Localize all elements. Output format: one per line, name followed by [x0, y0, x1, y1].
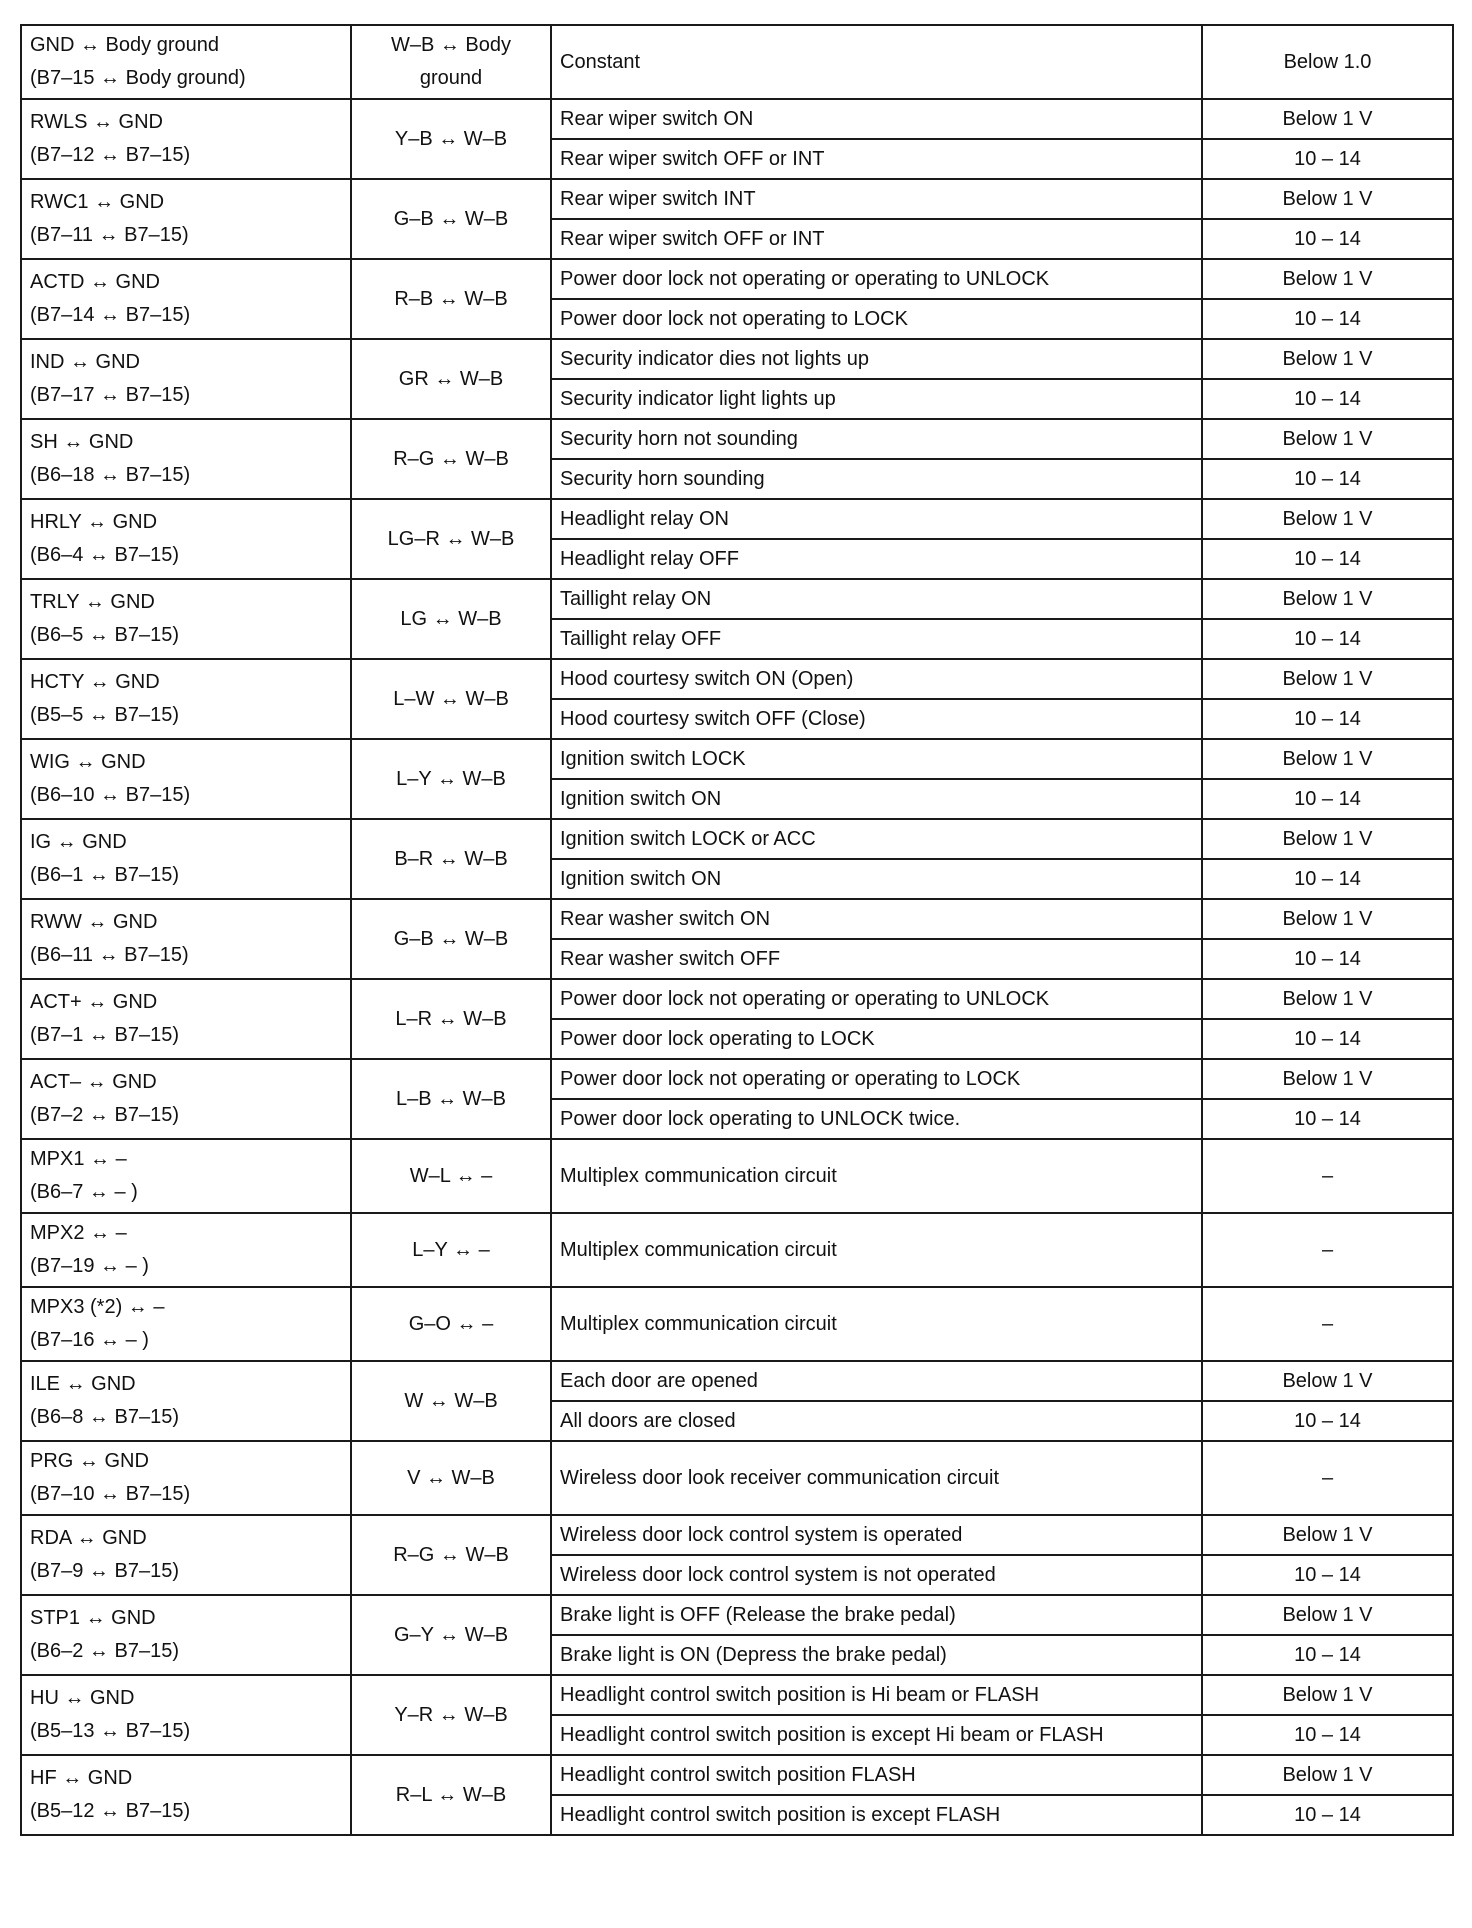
condition-cell: Wireless door lock control system is not operated: [551, 1555, 1202, 1595]
terminal-cell: [21, 25, 351, 99]
condition-cell: Power door lock not operating or operating to UNLOCK: [551, 979, 1202, 1019]
table-row: [21, 99, 1453, 139]
wiring-color-cell: B–R ↔ W–B: [351, 819, 551, 899]
terminal-name: RWLS ↔ GND: [30, 111, 163, 133]
terminal-pins: (B6–18 ↔ B7–15): [30, 464, 191, 486]
specified-value-cell: Below 1 V: [1202, 899, 1453, 939]
table-row: [21, 1139, 1453, 1213]
terminal-name: RWC1 ↔ GND: [30, 191, 165, 213]
terminal-pins: (B6–2 ↔ B7–15): [30, 1640, 179, 1662]
terminal-pins: (B7–16 ↔ – ): [30, 1329, 149, 1351]
specified-value-cell: –: [1202, 1213, 1453, 1287]
specified-value-cell: –: [1202, 1139, 1453, 1213]
terminal-cell: [21, 1675, 351, 1755]
specified-value-cell: 10 – 14: [1202, 1635, 1453, 1675]
wiring-color-cell: V ↔ W–B: [351, 1441, 551, 1515]
table-row: [21, 339, 1453, 379]
terminal-pins: (B6–7 ↔ – ): [30, 1181, 138, 1203]
condition-cell: Hood courtesy switch OFF (Close): [551, 699, 1202, 739]
terminal-cell: [21, 99, 351, 179]
wiring-color-cell: R–B ↔ W–B: [351, 259, 551, 339]
condition-cell: Rear wiper switch ON: [551, 99, 1202, 139]
table-row: [21, 1675, 1453, 1715]
terminal-pins: (B6–4 ↔ B7–15): [30, 544, 179, 566]
wiring-color-cell: L–Y ↔ –: [351, 1213, 551, 1287]
terminal-cell: [21, 419, 351, 499]
specified-value-cell: 10 – 14: [1202, 1401, 1453, 1441]
specified-value-cell: Below 1 V: [1202, 1755, 1453, 1795]
terminal-pins: (B7–10 ↔ B7–15): [30, 1483, 191, 1505]
wiring-color-cell: W–B ↔ Body ground: [351, 25, 551, 99]
terminal-pins: (B7–9 ↔ B7–15): [30, 1560, 179, 1582]
terminal-pins: (B7–17 ↔ B7–15): [30, 384, 191, 406]
terminal-name: PRG ↔ GND: [30, 1450, 149, 1472]
terminal-cell: [21, 499, 351, 579]
specified-value-cell: 10 – 14: [1202, 139, 1453, 179]
table-row: [21, 979, 1453, 1019]
specified-value-cell: 10 – 14: [1202, 459, 1453, 499]
specified-value-cell: Below 1 V: [1202, 1361, 1453, 1401]
terminal-pins: (B7–15 ↔ Body ground): [30, 67, 246, 89]
terminal-name: HRLY ↔ GND: [30, 511, 158, 533]
terminal-name: IND ↔ GND: [30, 351, 140, 373]
condition-cell: Rear washer switch ON: [551, 899, 1202, 939]
terminal-cell: [21, 739, 351, 819]
terminal-name: HU ↔ GND: [30, 1687, 135, 1709]
terminal-name: SH ↔ GND: [30, 431, 134, 453]
terminal-pins: (B5–13 ↔ B7–15): [30, 1720, 191, 1742]
specified-value-cell: 10 – 14: [1202, 939, 1453, 979]
condition-cell: Each door are opened: [551, 1361, 1202, 1401]
specified-value-cell: 10 – 14: [1202, 699, 1453, 739]
terminal-voltage-table: [20, 24, 1454, 1836]
specified-value-cell: 10 – 14: [1202, 859, 1453, 899]
terminal-name: MPX3 (*2) ↔ –: [30, 1296, 165, 1318]
terminal-pins: (B6–5 ↔ B7–15): [30, 624, 179, 646]
terminal-name: ACT– ↔ GND: [30, 1071, 157, 1093]
terminal-cell: [21, 659, 351, 739]
condition-cell: Rear wiper switch OFF or INT: [551, 139, 1202, 179]
specified-value-cell: Below 1 V: [1202, 1675, 1453, 1715]
table-row: [21, 179, 1453, 219]
wiring-color-cell: L–W ↔ W–B: [351, 659, 551, 739]
table-row: [21, 1213, 1453, 1287]
wiring-color-cell: GR ↔ W–B: [351, 339, 551, 419]
table-body: [21, 25, 1453, 1835]
condition-cell: Multiplex communication circuit: [551, 1139, 1202, 1213]
terminal-name: RDA ↔ GND: [30, 1527, 147, 1549]
terminal-pins: (B5–5 ↔ B7–15): [30, 704, 179, 726]
condition-cell: Headlight control switch position is except Hi beam or FLASH: [551, 1715, 1202, 1755]
wiring-color-cell: L–B ↔ W–B: [351, 1059, 551, 1139]
specified-value-cell: 10 – 14: [1202, 1715, 1453, 1755]
terminal-cell: [21, 579, 351, 659]
specified-value-cell: 10 – 14: [1202, 1555, 1453, 1595]
specified-value-cell: 10 – 14: [1202, 1795, 1453, 1835]
terminal-cell: [21, 339, 351, 419]
table-row: [21, 899, 1453, 939]
terminal-name: TRLY ↔ GND: [30, 591, 155, 613]
specified-value-cell: Below 1 V: [1202, 179, 1453, 219]
terminal-pins: (B7–14 ↔ B7–15): [30, 304, 191, 326]
terminal-name: WIG ↔ GND: [30, 751, 146, 773]
table-row: [21, 499, 1453, 539]
condition-cell: Security horn sounding: [551, 459, 1202, 499]
condition-cell: Power door lock operating to LOCK: [551, 1019, 1202, 1059]
specified-value-cell: 10 – 14: [1202, 379, 1453, 419]
terminal-name: ACT+ ↔ GND: [30, 991, 158, 1013]
table-row: [21, 1755, 1453, 1795]
terminal-cell: [21, 1595, 351, 1675]
table-row: [21, 259, 1453, 299]
condition-cell: Hood courtesy switch ON (Open): [551, 659, 1202, 699]
condition-cell: All doors are closed: [551, 1401, 1202, 1441]
terminal-cell: [21, 1441, 351, 1515]
terminal-pins: (B7–19 ↔ – ): [30, 1255, 149, 1277]
specified-value-cell: Below 1 V: [1202, 419, 1453, 459]
specified-value-cell: 10 – 14: [1202, 1099, 1453, 1139]
condition-cell: Power door lock not operating to LOCK: [551, 299, 1202, 339]
condition-cell: Rear wiper switch OFF or INT: [551, 219, 1202, 259]
specified-value-cell: –: [1202, 1441, 1453, 1515]
condition-cell: Security horn not sounding: [551, 419, 1202, 459]
wiring-color-cell: Y–B ↔ W–B: [351, 99, 551, 179]
table-row: [21, 1287, 1453, 1361]
condition-cell: Wireless door lock control system is operated: [551, 1515, 1202, 1555]
table-row: [21, 579, 1453, 619]
terminal-pins: (B7–11 ↔ B7–15): [30, 224, 189, 246]
condition-cell: Taillight relay ON: [551, 579, 1202, 619]
terminal-cell: [21, 1059, 351, 1139]
specified-value-cell: Below 1 V: [1202, 579, 1453, 619]
condition-cell: Rear wiper switch INT: [551, 179, 1202, 219]
terminal-cell: [21, 1287, 351, 1361]
condition-cell: Wireless door look receiver communication circuit: [551, 1441, 1202, 1515]
wiring-color-cell: W ↔ W–B: [351, 1361, 551, 1441]
terminal-pins: (B6–10 ↔ B7–15): [30, 784, 191, 806]
specified-value-cell: Below 1 V: [1202, 739, 1453, 779]
wiring-color-cell: G–Y ↔ W–B: [351, 1595, 551, 1675]
specified-value-cell: Below 1 V: [1202, 1059, 1453, 1099]
terminal-name: MPX1 ↔ –: [30, 1148, 127, 1170]
terminal-cell: [21, 1755, 351, 1835]
condition-cell: Constant: [551, 25, 1202, 99]
terminal-pins: (B6–1 ↔ B7–15): [30, 864, 179, 886]
wiring-color-cell: Y–R ↔ W–B: [351, 1675, 551, 1755]
specified-value-cell: 10 – 14: [1202, 299, 1453, 339]
terminal-name: HCTY ↔ GND: [30, 671, 160, 693]
specified-value-cell: 10 – 14: [1202, 219, 1453, 259]
condition-cell: Power door lock operating to UNLOCK twice.: [551, 1099, 1202, 1139]
specified-value-cell: Below 1 V: [1202, 659, 1453, 699]
wiring-color-cell: R–G ↔ W–B: [351, 419, 551, 499]
table-row: [21, 739, 1453, 779]
terminal-voltage-table-container: [20, 24, 1454, 1836]
table-row: [21, 25, 1453, 99]
terminal-pins: (B7–1 ↔ B7–15): [30, 1024, 179, 1046]
terminal-pins: (B6–8 ↔ B7–15): [30, 1406, 179, 1428]
terminal-cell: [21, 179, 351, 259]
specified-value-cell: Below 1 V: [1202, 979, 1453, 1019]
specified-value-cell: Below 1 V: [1202, 1595, 1453, 1635]
condition-cell: Multiplex communication circuit: [551, 1213, 1202, 1287]
terminal-name: GND ↔ Body ground: [30, 34, 219, 56]
wiring-color-cell: LG ↔ W–B: [351, 579, 551, 659]
specified-value-cell: 10 – 14: [1202, 779, 1453, 819]
specified-value-cell: 10 – 14: [1202, 1019, 1453, 1059]
specified-value-cell: 10 – 14: [1202, 539, 1453, 579]
specified-value-cell: Below 1 V: [1202, 819, 1453, 859]
condition-cell: Rear washer switch OFF: [551, 939, 1202, 979]
terminal-name: ILE ↔ GND: [30, 1373, 136, 1395]
terminal-cell: [21, 979, 351, 1059]
condition-cell: Headlight control switch position is except FLASH: [551, 1795, 1202, 1835]
specified-value-cell: Below 1 V: [1202, 339, 1453, 379]
terminal-cell: [21, 1139, 351, 1213]
table-row: [21, 1595, 1453, 1635]
wiring-color-cell: R–L ↔ W–B: [351, 1755, 551, 1835]
condition-cell: Ignition switch LOCK: [551, 739, 1202, 779]
terminal-name: ACTD ↔ GND: [30, 271, 160, 293]
wiring-color-cell: G–O ↔ –: [351, 1287, 551, 1361]
condition-cell: Taillight relay OFF: [551, 619, 1202, 659]
wiring-color-cell: G–B ↔ W–B: [351, 899, 551, 979]
terminal-name: HF ↔ GND: [30, 1767, 133, 1789]
condition-cell: Ignition switch LOCK or ACC: [551, 819, 1202, 859]
table-row: [21, 419, 1453, 459]
terminal-pins: (B6–11 ↔ B7–15): [30, 944, 189, 966]
condition-cell: Security indicator light lights up: [551, 379, 1202, 419]
wiring-color-cell: W–L ↔ –: [351, 1139, 551, 1213]
table-row: [21, 1441, 1453, 1515]
terminal-name: RWW ↔ GND: [30, 911, 158, 933]
terminal-cell: [21, 819, 351, 899]
wiring-color-cell: L–R ↔ W–B: [351, 979, 551, 1059]
wiring-color-cell: R–G ↔ W–B: [351, 1515, 551, 1595]
specified-value-cell: Below 1 V: [1202, 1515, 1453, 1555]
terminal-name: STP1 ↔ GND: [30, 1607, 156, 1629]
table-row: [21, 1361, 1453, 1401]
condition-cell: Multiplex communication circuit: [551, 1287, 1202, 1361]
condition-cell: Power door lock not operating or operating to LOCK: [551, 1059, 1202, 1099]
condition-cell: Headlight control switch position is Hi beam or FLASH: [551, 1675, 1202, 1715]
wiring-color-cell: L–Y ↔ W–B: [351, 739, 551, 819]
wiring-color-cell: G–B ↔ W–B: [351, 179, 551, 259]
condition-cell: Security indicator dies not lights up: [551, 339, 1202, 379]
terminal-cell: [21, 1515, 351, 1595]
terminal-pins: (B7–12 ↔ B7–15): [30, 144, 191, 166]
terminal-cell: [21, 1213, 351, 1287]
condition-cell: Brake light is OFF (Release the brake pedal): [551, 1595, 1202, 1635]
specified-value-cell: Below 1 V: [1202, 99, 1453, 139]
specified-value-cell: –: [1202, 1287, 1453, 1361]
specified-value-cell: 10 – 14: [1202, 619, 1453, 659]
condition-cell: Ignition switch ON: [551, 779, 1202, 819]
condition-cell: Headlight control switch position FLASH: [551, 1755, 1202, 1795]
table-row: [21, 1515, 1453, 1555]
condition-cell: Power door lock not operating or operating to UNLOCK: [551, 259, 1202, 299]
table-row: [21, 659, 1453, 699]
terminal-name: MPX2 ↔ –: [30, 1222, 127, 1244]
terminal-cell: [21, 899, 351, 979]
wiring-color-cell: LG–R ↔ W–B: [351, 499, 551, 579]
condition-cell: Brake light is ON (Depress the brake pedal): [551, 1635, 1202, 1675]
table-row: [21, 1059, 1453, 1099]
condition-cell: Headlight relay ON: [551, 499, 1202, 539]
terminal-cell: [21, 1361, 351, 1441]
specified-value-cell: Below 1 V: [1202, 499, 1453, 539]
terminal-name: IG ↔ GND: [30, 831, 127, 853]
terminal-pins: (B5–12 ↔ B7–15): [30, 1800, 191, 1822]
specified-value-cell: Below 1 V: [1202, 259, 1453, 299]
specified-value-cell: Below 1.0: [1202, 25, 1453, 99]
terminal-cell: [21, 259, 351, 339]
table-row: [21, 819, 1453, 859]
condition-cell: Headlight relay OFF: [551, 539, 1202, 579]
condition-cell: Ignition switch ON: [551, 859, 1202, 899]
terminal-pins: (B7–2 ↔ B7–15): [30, 1104, 179, 1126]
